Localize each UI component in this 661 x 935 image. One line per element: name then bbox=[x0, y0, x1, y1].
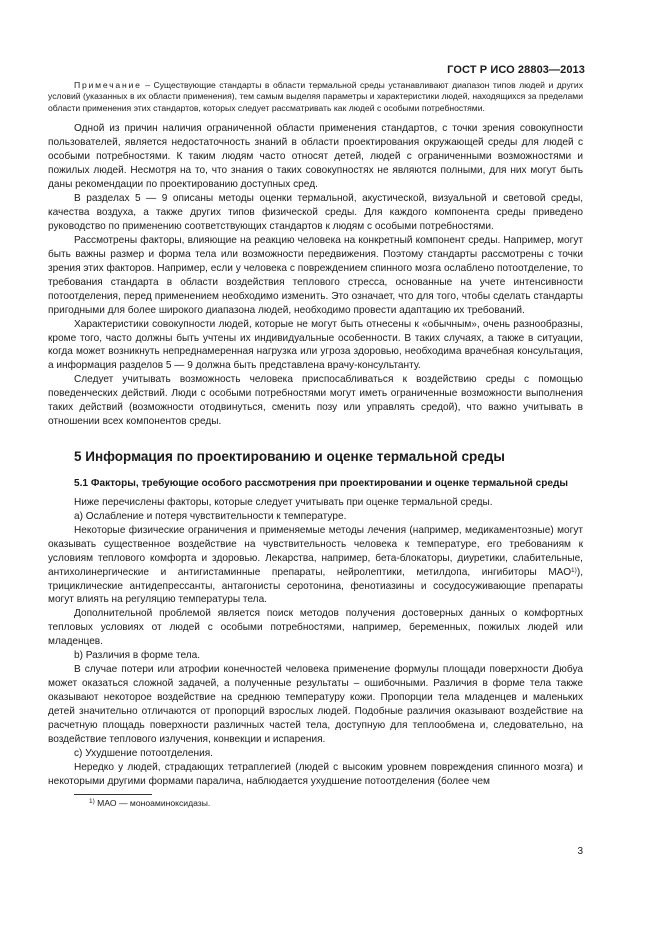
list-item-b: b) Различия в форме тела. bbox=[74, 650, 201, 662]
note-text: Существующие стандарты в области термальной среды устанавливают диапазон типов людей и других условий (указанных в их области применения), тем самым выделяя параметры и характеристики людей, находящихся за пределами области применения этих стандартов, которых следует рассматривать как людей с особыми потребностями. bbox=[48, 80, 583, 113]
paragraph-a-1-text: Некоторые физические ограничения и применяемые методы лечения (например, медикаментозные) могут оказывать существенное воздействие на чувствительность человека к температуре, его требованиям к условиям теплового комфорта и здоровью. Лекарства, например, бета-блокаторы, диуретики, слабительные, антихолинергические и антигистаминные препараты, нейролептики, метилдопа, ингибиторы МАО bbox=[48, 524, 583, 578]
intro-paragraph-3: Рассмотрены факторы, влияющие на реакцию человека на конкретный компонент среды. Например, могут быть важны размер и форма тела или возможности передвижения. Поэтому стандарты рассмотрены с точки зрения этих факторов. Например, если у человека с повреждением спинного мозга ослаблено потоотделение, то требования стандарта в области воздействия теплового стресса, основанные на учете интенсивности потоотделения, перед применением необходимо изменить. Это означает, что для того, чтобы сделать стандарты пригодными для более широкого диапазона людей, необходимо провести адаптацию их требований. bbox=[48, 234, 583, 316]
subsection-title: 5.1 Факторы, требующие особого рассмотрения при проектировании и оценке термальной среды bbox=[74, 478, 569, 490]
paragraph-b-1: В случае потери или атрофии конечностей человека применение формулы площади поверхности Дюбуа может оказаться сложной задачей, а полученные результаты – ошибочными. Различия в форме тела также оказывают некоторое воздействие на среднюю температуру кожи. Пропорции тела младенцев и маленьких детей значительно отличаются от пропорций взрослых людей. Подобные различия оказывают воздействие на расчетную площадь поверхности различных частей тела, доступную для теплообмена и, следовательно, на воздействие теплового излучения, конвекции и испарения. bbox=[48, 664, 583, 745]
intro-paragraph-2: В разделах 5 — 9 описаны методы оценки термальной, акустической, визуальной и световой среды, качества воздуха, а также других типов физической среды. Для каждого компонента среды приведено руководство по применению соответствующих стандартов к людям с особыми потребностями. bbox=[48, 192, 583, 232]
intro-paragraph-1: Одной из причин наличия ограниченной области применения стандартов, с точки зрения совокупности пользователей, является недостаточность знаний в области проектирования окружающей среды для людей с особыми потребностями. К таким людям часто относят детей, людей с ограниченными возможностями и пожилых людей. Несмотря на то, что знания о таких совокупностях не являются полными, для них могут быть даны рекомендации по проектированию доступных сред. bbox=[48, 123, 583, 191]
footnote-text: МАО — моноаминоксидазы. bbox=[94, 797, 211, 808]
list-item-c: с) Ухудшение потоотделения. bbox=[74, 747, 213, 759]
note-dash: – bbox=[141, 80, 154, 90]
page-content bbox=[48, 80, 583, 809]
paragraph-a-1 bbox=[48, 524, 583, 608]
footnote-mark: 1) bbox=[89, 797, 95, 805]
paragraph-a-2: Дополнительной проблемой является поиск методов получения достоверных данных о комфортных тепловых условиях от людей с особыми потребностями, например, беременных, пожилых людей или младенцев. bbox=[48, 608, 583, 648]
intro-paragraph-5: Следует учитывать возможность человека приспосабливаться к воздействию среды с помощью поведенческих действий. Люди с особыми потребностями могут иметь ограниченные возможности выполнения таких действий (возможности отодвинуться, сменить позу или управлять средой), что важно учитывать в отношении всех компонентов среды. bbox=[48, 374, 583, 428]
note-label: Примечание bbox=[74, 80, 142, 90]
page-number: 3 bbox=[577, 846, 583, 857]
intro-paragraph-4: Характеристики совокупности людей, которые не могут быть отнесены к «обычным», очень разнообразны, кроме того, часто должны быть учтены их индивидуальные особенности. В таких случаях, а также в ситуации, когда может возникнуть непреднамеренная нагрузка или угроза здоровью, необходима врачебная консультация, а информация разделов 5 — 9 должна быть представлена врачу-консультанту. bbox=[48, 318, 583, 372]
paragraph-a-1-tail: ), трициклические антидепрессанты, антагонисты серотонина, фенотиазины и сосудосуживающие препараты могут влиять на регуляцию температуры тела. bbox=[48, 566, 583, 606]
section-title: 5 Информация по проектированию и оценке термальной среды bbox=[74, 449, 505, 465]
footnote-divider bbox=[74, 794, 152, 795]
footnote bbox=[89, 798, 583, 809]
standard-header: ГОСТ Р ИСО 28803—2013 bbox=[447, 64, 585, 76]
section-paragraph-1: Ниже перечислены факторы, которые следует учитывать при оценке термальной среды. bbox=[74, 496, 493, 508]
paragraph-c-1: Нередко у людей, страдающих тетраплегией (людей с высоким уровнем повреждения спинного мозга) и некоторыми другими формами паралича, наблюдается ухудшение потоотделения (более чем bbox=[48, 761, 583, 787]
list-item-a: а) Ослабление и потеря чувствительности к температуре. bbox=[74, 510, 347, 522]
note bbox=[48, 80, 583, 114]
footnote-reference: 1) bbox=[571, 566, 577, 574]
